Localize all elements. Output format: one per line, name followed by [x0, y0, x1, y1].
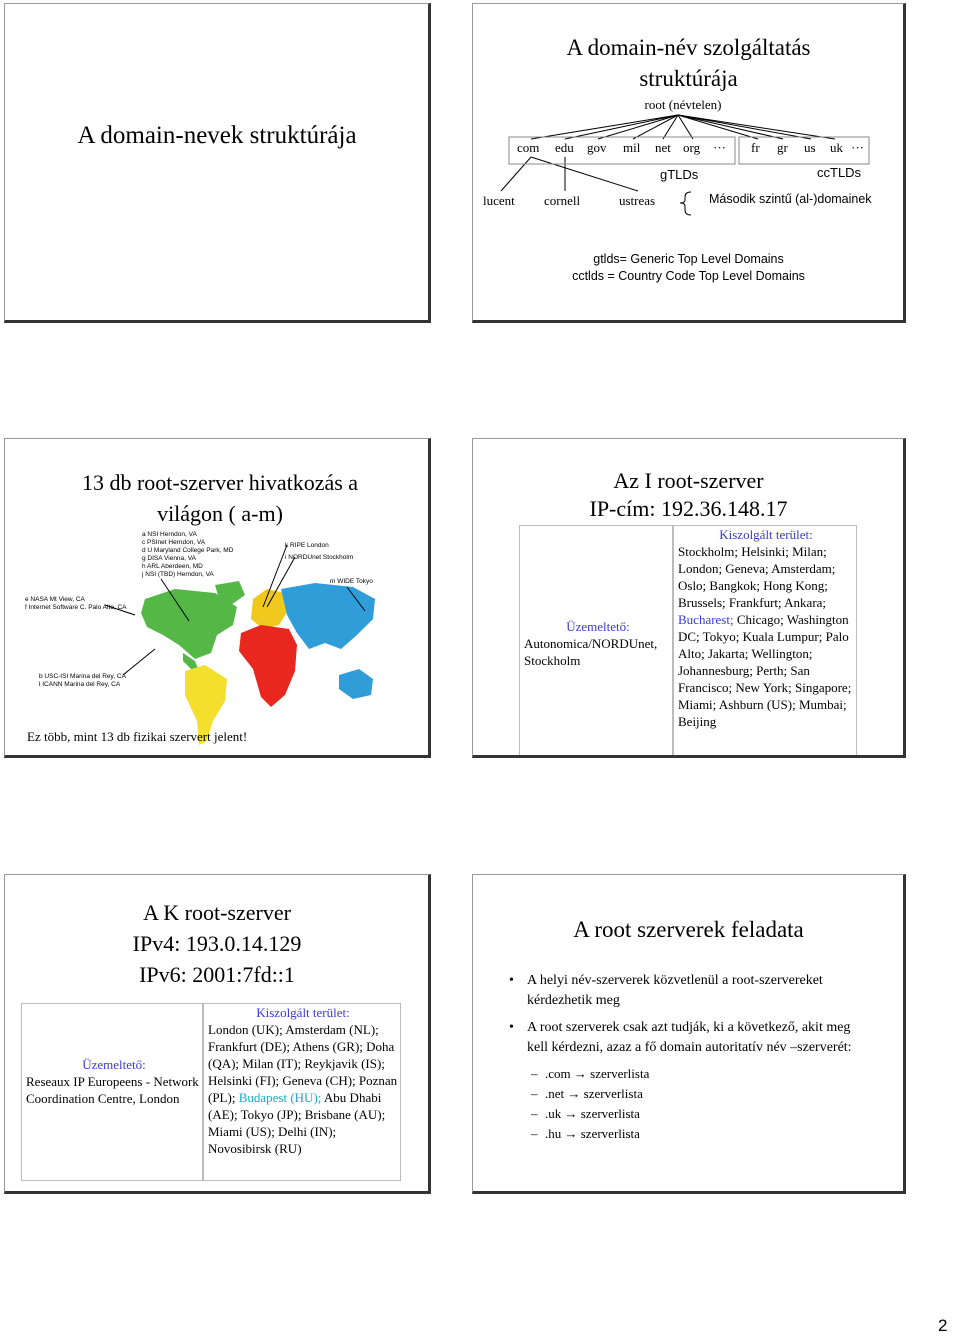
served-label: Kiszolgált terület:	[719, 527, 813, 542]
cctlds-label: ccTLDs	[817, 165, 862, 180]
slide-3	[4, 438, 431, 758]
tld-gr: gr	[777, 140, 788, 155]
arrow-right-icon: →	[564, 1126, 578, 1141]
operator-cell	[519, 525, 673, 758]
asia	[281, 583, 375, 649]
africa	[239, 625, 297, 707]
operator-name-k: Reseaux IP Europeens - Network Coordination Centre, London	[26, 1074, 199, 1106]
def-cctlds: cctlds = Country Code Top Level Domains	[572, 269, 805, 283]
def-gtlds: gtlds= Generic Top Level Domains	[593, 252, 784, 266]
sld-cornell: cornell	[544, 193, 581, 208]
tld-mil: mil	[623, 140, 641, 155]
sld-ustreas: ustreas	[619, 193, 656, 208]
slide-1	[4, 3, 431, 323]
arrow-right-icon: →	[573, 1066, 587, 1081]
slide-6-title: A root szerverek feladata	[573, 917, 804, 942]
slide-2-title: A domain-név szolgáltatás struktúrája	[566, 35, 811, 91]
slide-4-title: Az I root-szerver IP-cím: 192.36.148.17	[589, 468, 788, 521]
page-number: 2	[938, 1316, 948, 1335]
label-west-us: e NASA Mt View, CA f Internet Software C. Palo Alto, CA	[25, 596, 127, 611]
gtlds-label: gTLDs	[660, 167, 699, 182]
bullet-list	[505, 971, 865, 1145]
sub-item-com: – .com → szerverlista	[531, 1066, 650, 1081]
tld-us: us	[804, 140, 816, 155]
tld-edu: edu	[555, 140, 574, 155]
arrow-right-icon: →	[564, 1106, 578, 1121]
served-cell-k	[203, 1003, 401, 1181]
second-level-label: Második szintű (al-)domainek	[709, 192, 872, 206]
slide-5	[4, 874, 431, 1194]
operator-label: Üzemeltető:	[566, 619, 630, 634]
tld-ellipsis-right: ···	[851, 140, 864, 155]
slide-5-title: A K root-szerver IPv4: 193.0.14.129 IPv6: 2001:7fd::1	[132, 900, 302, 987]
sld-lucent: lucent	[483, 193, 515, 208]
definitions	[473, 251, 904, 285]
tld-ellipsis-left: ···	[713, 140, 726, 155]
arrow-right-icon: →	[567, 1086, 581, 1101]
tld-net: net	[655, 140, 671, 155]
slide-2	[472, 3, 906, 323]
label-asia: m WIDE Tokyo	[330, 578, 373, 585]
served-list: Stockholm; Helsinki; Milan; London; Geneva; Amsterdam; Oslo; Bangkok; Hong Kong; Brussels; Frankfurt; Ankara; Bucharest; Chicago; Washington DC; Tokyo; Kuala Lumpur; Palo Alto; Jakarta; Wellington; Johannesburg; Perth; San Francisco; New York; Singapore; Miami; Ashburn (US); Mumbai; Beijing	[678, 544, 852, 729]
label-south-us: b USC-ISI Marina del Rey, CA l ICANN Marina del Rey, CA	[39, 673, 126, 688]
served-highlight: Bucharest;	[678, 612, 734, 627]
tld-uk: uk	[830, 140, 843, 155]
label-east-us: a NSI Herndon, VA c PSInet Herndon, VA d U Maryland College Park, MD g DISA Vienna, VA h ARL Aberdeen, MD j NSI (TBD) Herndon, VA	[142, 531, 234, 578]
sub-item-net: – .net → szerverlista	[531, 1086, 643, 1101]
tld-com: com	[517, 140, 540, 155]
australia	[339, 669, 373, 699]
sub-item-uk: – .uk → szerverlista	[531, 1106, 640, 1121]
slide-3-footer: Ez több, mint 13 db fizikai szervert jelent!	[27, 729, 248, 744]
tld-fr: fr	[751, 140, 760, 155]
operator-name: Autonomica/NORDUnet, Stockholm	[524, 636, 658, 668]
served-cell	[673, 525, 857, 758]
sub-item-hu: – .hu → szerverlista	[531, 1126, 640, 1141]
operator-label-k: Üzemeltető:	[82, 1057, 146, 1072]
bullet-item: • A root szerverek csak azt tudják, ki a következő, akit meg kell kérdezni, azaz a fő domain autoritatív név –szerverét:	[509, 1020, 852, 1055]
slide-4	[472, 438, 906, 758]
slide-3-title: 13 db root-szerver hivatkozás a világon ( a-m)	[81, 470, 359, 526]
served-label-k: Kiszolgált terület:	[256, 1005, 350, 1020]
served-highlight-k: Budapest (HU);	[238, 1090, 322, 1105]
sub-list	[505, 1065, 865, 1142]
label-europe: k RIPE London i NORDUnet Stockholm	[285, 542, 354, 561]
bullet-item: • A helyi név-szerverek közvetlenül a root-szervereket kérdezhetik meg	[509, 973, 823, 1008]
tld-gov: gov	[587, 140, 607, 155]
served-list-k: London (UK); Amsterdam (NL); Frankfurt (DE); Athens (GR); Doha (QA); Milan (IT); Reykjavik (IS); Helsinki (FI); Geneva (CH); Poznan (PL); Budapest (HU); Abu Dhabi (AE); Tokyo (JP); Brisbane (AU); Miami (US); Delhi (IN); Novosibirsk (RU)	[208, 1022, 398, 1156]
root-node: root (névtelen)	[644, 97, 722, 112]
slide-1-title: A domain-nevek struktúrája	[77, 122, 357, 149]
tld-org: org	[683, 140, 701, 155]
operator-cell-k	[21, 1003, 203, 1181]
slide-6	[472, 874, 906, 1194]
